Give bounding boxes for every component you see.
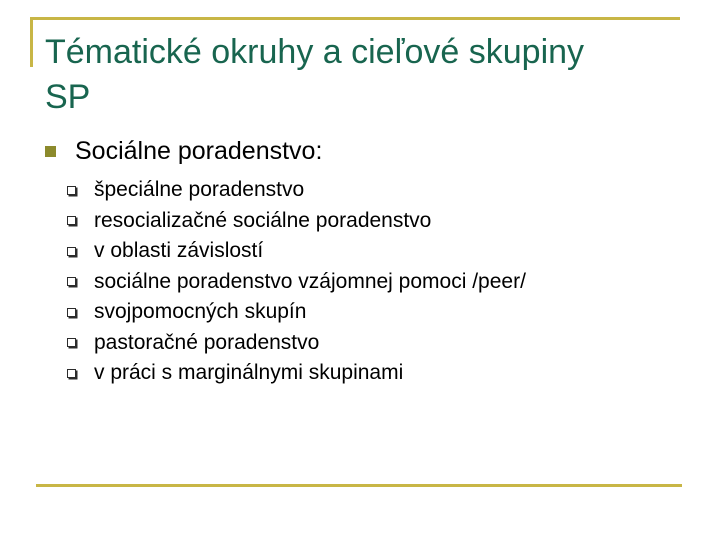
slide-title: [45, 30, 685, 120]
main-bullet-text: Sociálne poradenstvo:: [75, 137, 323, 165]
checkbox-bullet-icon: [67, 277, 76, 286]
sub-bullet-item: [67, 267, 526, 298]
checkbox-bullet-icon: [67, 216, 76, 225]
main-bullet-item: [45, 136, 322, 166]
checkbox-bullet-icon: [67, 186, 76, 195]
slide-title-line-2: SP: [45, 78, 91, 116]
checkbox-bullet-icon: [67, 369, 76, 378]
top-decorative-line: [30, 17, 680, 20]
sub-bullet-text: resocializačné sociálne poradenstvo: [94, 208, 432, 232]
checkbox-bullet-icon: [67, 338, 76, 347]
sub-bullet-item: [67, 236, 526, 267]
checkbox-bullet-icon: [67, 247, 76, 256]
slide-title-line-1: Tématické okruhy a cieľové skupiny: [45, 33, 585, 71]
square-bullet-icon: [45, 146, 56, 157]
sub-bullet-text: v práci s marginálnymi skupinami: [94, 361, 404, 385]
sub-bullet-text: sociálne poradenstvo vzájomnej pomoci /peer/: [94, 269, 526, 293]
sub-bullet-item: [67, 175, 526, 206]
left-decorative-line: [30, 17, 33, 67]
sub-bullet-text: svojpomocných skupín: [94, 300, 307, 324]
bottom-decorative-line: [36, 484, 682, 487]
checkbox-bullet-icon: [67, 308, 76, 317]
sub-bullet-text: špeciálne poradenstvo: [94, 178, 305, 202]
sub-bullet-item: [67, 297, 526, 328]
sub-bullet-item: [67, 206, 526, 237]
sub-bullet-text: pastoračné poradenstvo: [94, 330, 320, 354]
sub-bullet-text: v oblasti závislostí: [94, 239, 264, 263]
sub-bullet-item: [67, 328, 526, 359]
sub-bullet-item: [67, 358, 526, 389]
sub-bullet-list: [67, 175, 526, 389]
